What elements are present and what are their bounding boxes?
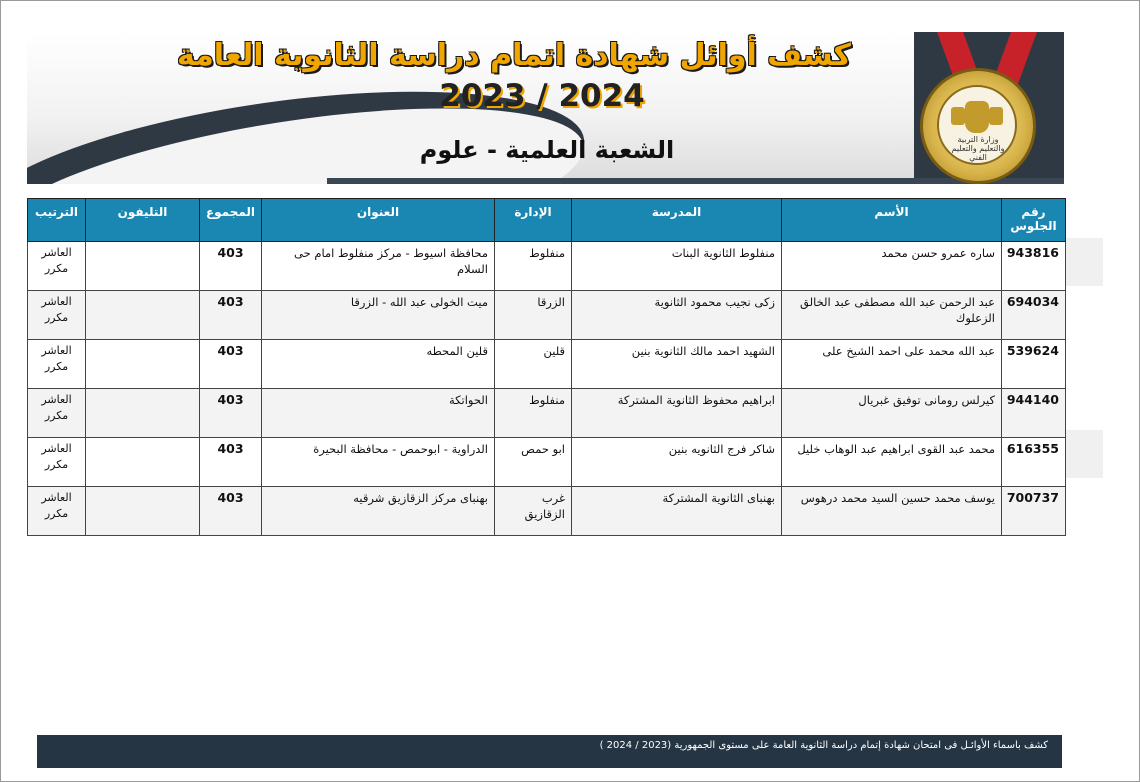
logo-seal [937, 85, 1017, 165]
phone [86, 389, 200, 438]
administration: الزرقا [495, 291, 572, 340]
academic-year: 2023 / 2024 [439, 78, 645, 114]
phone [86, 438, 200, 487]
total-score: 403 [200, 291, 262, 340]
table-row [28, 487, 1066, 536]
administration: ابو حمص [495, 438, 572, 487]
address: الدراوية - ابوحمص - محافظة البحيرة [262, 438, 495, 487]
column-header: المجموع [200, 199, 262, 242]
total-score: 403 [200, 242, 262, 291]
total-score: 403 [200, 340, 262, 389]
school-name: زكى نجيب محمود الثانوية [572, 291, 782, 340]
seat-number: 694034 [1002, 291, 1066, 340]
school-name: الشهيد احمد مالك الثانوية بنين [572, 340, 782, 389]
school-name: منفلوط الثانوية البنات [572, 242, 782, 291]
table-row [28, 340, 1066, 389]
rank: العاشر مكرر [28, 389, 86, 438]
student-name: كيرلس رومانى توفيق غبريال [782, 389, 1002, 438]
phone [86, 487, 200, 536]
footer-bar [37, 735, 1062, 768]
eagle-icon [951, 107, 965, 125]
eagle-icon [989, 107, 1003, 125]
administration: منفلوط [495, 389, 572, 438]
header-banner [27, 32, 1064, 184]
administration: قلين [495, 340, 572, 389]
logo-text: وزارة التربية والتعليم والتعليم الفني [951, 135, 1005, 162]
phone [86, 340, 200, 389]
school-name: ابراهيم محفوظ الثانوية المشتركة [572, 389, 782, 438]
table-row [28, 438, 1066, 487]
table-header-row [28, 199, 1066, 242]
total-score: 403 [200, 438, 262, 487]
address: بهنباى مركز الزقازيق شرقيه [262, 487, 495, 536]
total-score: 403 [200, 389, 262, 438]
seat-number: 943816 [1002, 242, 1066, 291]
rank: العاشر مكرر [28, 438, 86, 487]
address: ميت الخولى عبد الله - الزرقا [262, 291, 495, 340]
student-name: ساره عمرو حسن محمد [782, 242, 1002, 291]
column-header: الترتيب [28, 199, 86, 242]
address: الحواتكة [262, 389, 495, 438]
results-table [27, 198, 1066, 536]
rank: العاشر مكرر [28, 242, 86, 291]
student-name: يوسف محمد حسين السيد محمد درهوس [782, 487, 1002, 536]
table-row [28, 242, 1066, 291]
column-header: الإدارة [495, 199, 572, 242]
column-header: التليفون [86, 199, 200, 242]
rank: العاشر مكرر [28, 340, 86, 389]
column-header: العنوان [262, 199, 495, 242]
school-name: شاكر فرج الثانويه بنين [572, 438, 782, 487]
seat-number: 944140 [1002, 389, 1066, 438]
column-header: الأسم [782, 199, 1002, 242]
eagle-icon [965, 101, 989, 133]
administration: منفلوط [495, 242, 572, 291]
column-header: رقم الجلوس [1002, 199, 1066, 242]
seat-number: 616355 [1002, 438, 1066, 487]
section-title: الشعبة العلمية - علوم [419, 136, 675, 164]
student-name: عبد الله محمد على احمد الشيخ على [782, 340, 1002, 389]
student-name: محمد عبد القوى ابراهيم عبد الوهاب خليل [782, 438, 1002, 487]
phone [86, 242, 200, 291]
rank: العاشر مكرر [28, 291, 86, 340]
total-score: 403 [200, 487, 262, 536]
address: محافظة اسيوط - مركز منفلوط امام حى السلام [262, 242, 495, 291]
footer-text: كشف باسماء الأوائـل فى امتحان شهادة إتمام دراسة الثانوية العامة على مستوى الجمهورية (2023 / 2024 ) [599, 740, 1048, 751]
ministry-logo [920, 68, 1036, 184]
address: قلين المحطه [262, 340, 495, 389]
row-shade [1065, 430, 1103, 478]
school-name: بهنباى الثانوية المشتركة [572, 487, 782, 536]
seat-number: 539624 [1002, 340, 1066, 389]
rank: العاشر مكرر [28, 487, 86, 536]
table-row [28, 389, 1066, 438]
seat-number: 700737 [1002, 487, 1066, 536]
administration: غرب الزقازيق [495, 487, 572, 536]
student-name: عبد الرحمن عبد الله مصطفى عبد الخالق الزعلوك [782, 291, 1002, 340]
table-row [28, 291, 1066, 340]
row-shade [1065, 238, 1103, 286]
column-header: المدرسة [572, 199, 782, 242]
page-title: كشف أوائل شهادة اتمام دراسة الثانوية العامة [177, 38, 851, 73]
phone [86, 291, 200, 340]
